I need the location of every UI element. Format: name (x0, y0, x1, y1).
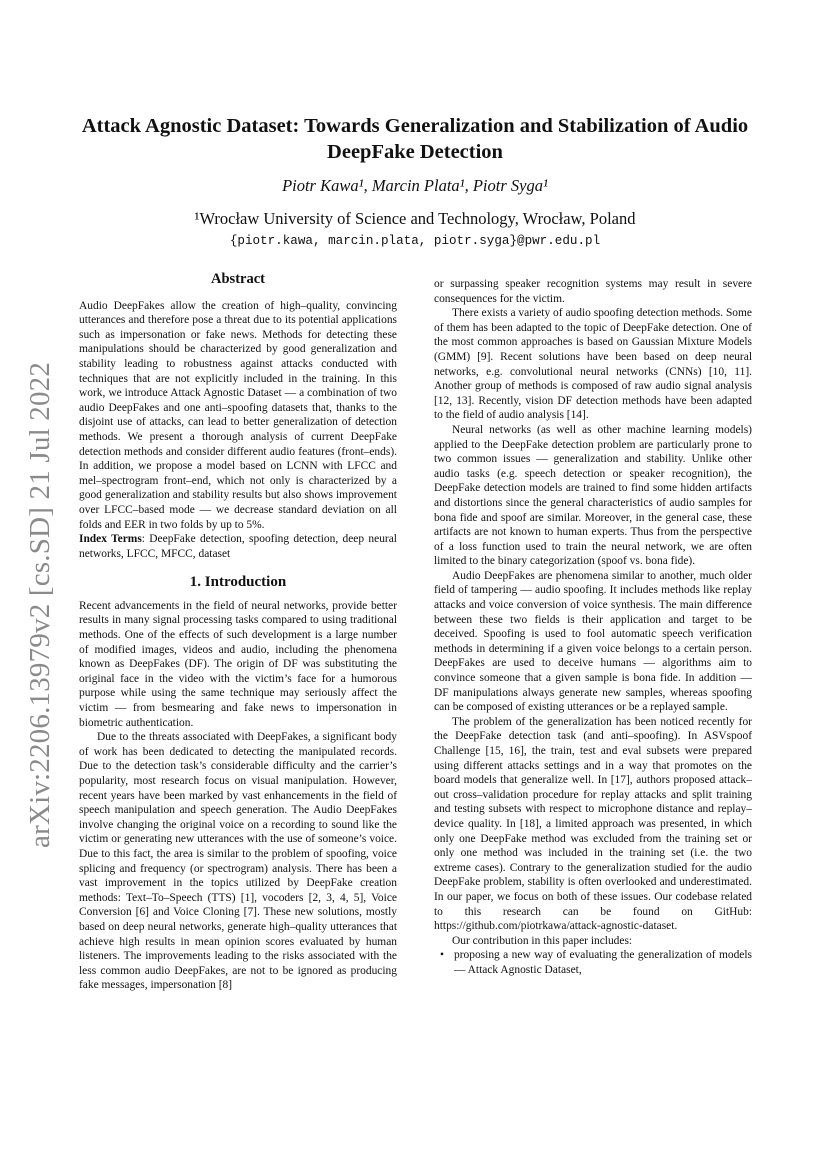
right-column (434, 277, 752, 978)
contribution-bullet: • proposing a new way of evaluating the generalization of models — Attack Agnostic Dataset, (434, 948, 752, 977)
body-paragraph: Neural networks (as well as other machine learning models) applied to the DeepFake detection problem are particularly prone to two common issues — generalization and stability. Unlike other audio tasks (e.g. speech detection or speaker recognition), the DeepFake detection models are trained to find some hidden artifacts and distortions since the general characteristics of audio samples for bona fide and spoof are similar. Moreover, in the general case, these artifacts are not known to human experts. Thus from the perspective of a loss function used to train the neural network, we are often limited to the binary categorization (spoof vs. bona fide). (434, 423, 752, 568)
intro-paragraph: Due to the threats associated with DeepFakes, a significant body of work has been dedicated to detecting the manipulated records. Due to the detection task’s considerable difficulty and the carrier’s popularity, most research focus on visual manipulation. However, recent years have been marked by vast enhancements in the field of speech manipulation and speech generation. The Audio DeepFakes involve changing the original voice on a recording to sound like the victim or generating new utterances with the use of someone’s voice. Due to this fact, the area is similar to the problem of spoofing, voice splicing and frequency (or spectrogram) analysis. There has been a vast improvement in the topics utilized by DeepFake creation methods: Text–To–Speech (TTS) [1], vocoders [2, 3, 4, 5], Voice Conversion [6] and Voice Cloning [7]. These new solutions, mostly based on deep neural networks, generate high–quality utterances that achieve high results in mean opinion scores evaluated by human listeners. The improvements leading to the risks associated with the less common audio DeepFakes, are not to be ignored as producing fake messages, impersonation [8] (79, 731, 397, 992)
abstract-text: Audio DeepFakes allow the creation of high–quality, convincing utterances and therefore pose a threat due to its potential applications such as impersonation or fake news. Methods for detecting these manipulations should be characterized by good generalization and stability leading to robustness against attacks conducted with techniques that are not explicitly included in the training. In this work, we introduce Attack Agnostic Dataset — a combination of two audio DeepFakes and one anti–spoofing datasets that, thanks to the disjoint use of attacks, can lead to better generalization of detection methods. We present a thorough analysis of current DeepFake detection methods and consider different audio features (front–ends). In addition, we propose a model based on LCNN with LFCC and mel–spectrogram front–end, which not only is characterized by a good generalization and stability results but also shows improvement over LFCC–based mode — we decrease standard deviation on all folds and EER in two folds by up to 5%. (79, 299, 397, 531)
body-paragraph: Our contribution in this paper includes: (452, 934, 633, 947)
abstract-heading: Abstract (211, 271, 265, 287)
index-terms (79, 532, 397, 561)
author-emails: {piotr.kawa, marcin.plata, piotr.syga}@pwr.edu.pl (229, 234, 601, 248)
body-paragraph: Audio DeepFakes are phenomena similar to another, much older field of tampering — audio spoofing. It includes methods like replay attacks and voice conversion of voice synthesis. The main difference between these two fields is their application and target to be deceived. Spoofing is used to fool automatic speech verification methods in determining if a given voice belongs to a certain person. DeepFakes are used to deceive humans — algorithms aim to convince someone that a given sample is bona fide. In addition — DF manipulations always generate new samples, whereas spoofing can be composed of existing utterances or be a replayed sample. (434, 569, 752, 714)
paper-title (70, 113, 760, 165)
body-paragraph: There exists a variety of audio spoofing detection methods. Some of them has been adapted to the topic of DeepFake detection. One of the most common approaches is based on Gaussian Mixture Models (GMM) [9]. Recent solutions have been based on deep neural networks, e.g. convolutional neural networks (CNNs) [10, 11]. Another group of methods is composed of raw audio signal analysis [12, 13]. Recently, vision DF detection methods have been adapted to the field of audio analysis [14]. (434, 307, 752, 422)
title-line-1: Attack Agnostic Dataset: Towards Generalization and Stabilization of Audio (81, 115, 749, 137)
body-paragraph: The problem of the generalization has been noticed recently for the DeepFake detection task (and anti–spoofing). In ASVspoof Challenge [15, 16], the train, test and eval subsets were prepared using different attacks settings and in a way that promotes on the board models that generalize well. In [17], authors proposed attack–out cross–validation procedure for replay attacks and split training and testing subsets with respect to microphone distance and replay–device quality. In [18], a limited approach was presented, in which only one DeepFake method was excluded from the training set or only one method was included in the training set (i.e. the two extreme cases). Contrary to the generalization studied for the audio DeepFake problem, stability is often overlooked and underestimated. In our paper, we focus on both of these issues. Our codebase related to this research can be found on GitHub: https://github.com/piotrkawa/attack-agnostic-dataset. (434, 715, 752, 933)
introduction-heading: 1. Introduction (189, 574, 287, 591)
authors: Piotr Kawa¹, Marcin Plata¹, Piotr Syga¹ (282, 176, 548, 195)
intro-paragraph: Recent advancements in the field of neural networks, provide better results in many signal processing tasks compared to using traditional methods. One of the effects of such development is a large number of modified images, videos and audio, including the phenomena known as DeepFakes (DF). The origin of DF was substituting the original face in the video with the victim’s face for a humorous purpose while using the same technique may seriously affect the victim — from besmearing and fake news to impersonation in biometric authentication. (79, 599, 397, 729)
index-terms-label: Index Terms (79, 533, 142, 546)
body-paragraph: or surpassing speaker recognition systems may result in severe consequences for the victim. (434, 278, 752, 305)
left-column (79, 272, 397, 993)
index-terms-text: : DeepFake detection, spoofing detection, deep neural networks, LFCC, MFCC, dataset (79, 533, 397, 560)
title-line-2: DeepFake Detection (327, 141, 503, 163)
affiliation: ¹Wrocław University of Science and Technology, Wrocław, Poland (194, 209, 636, 228)
